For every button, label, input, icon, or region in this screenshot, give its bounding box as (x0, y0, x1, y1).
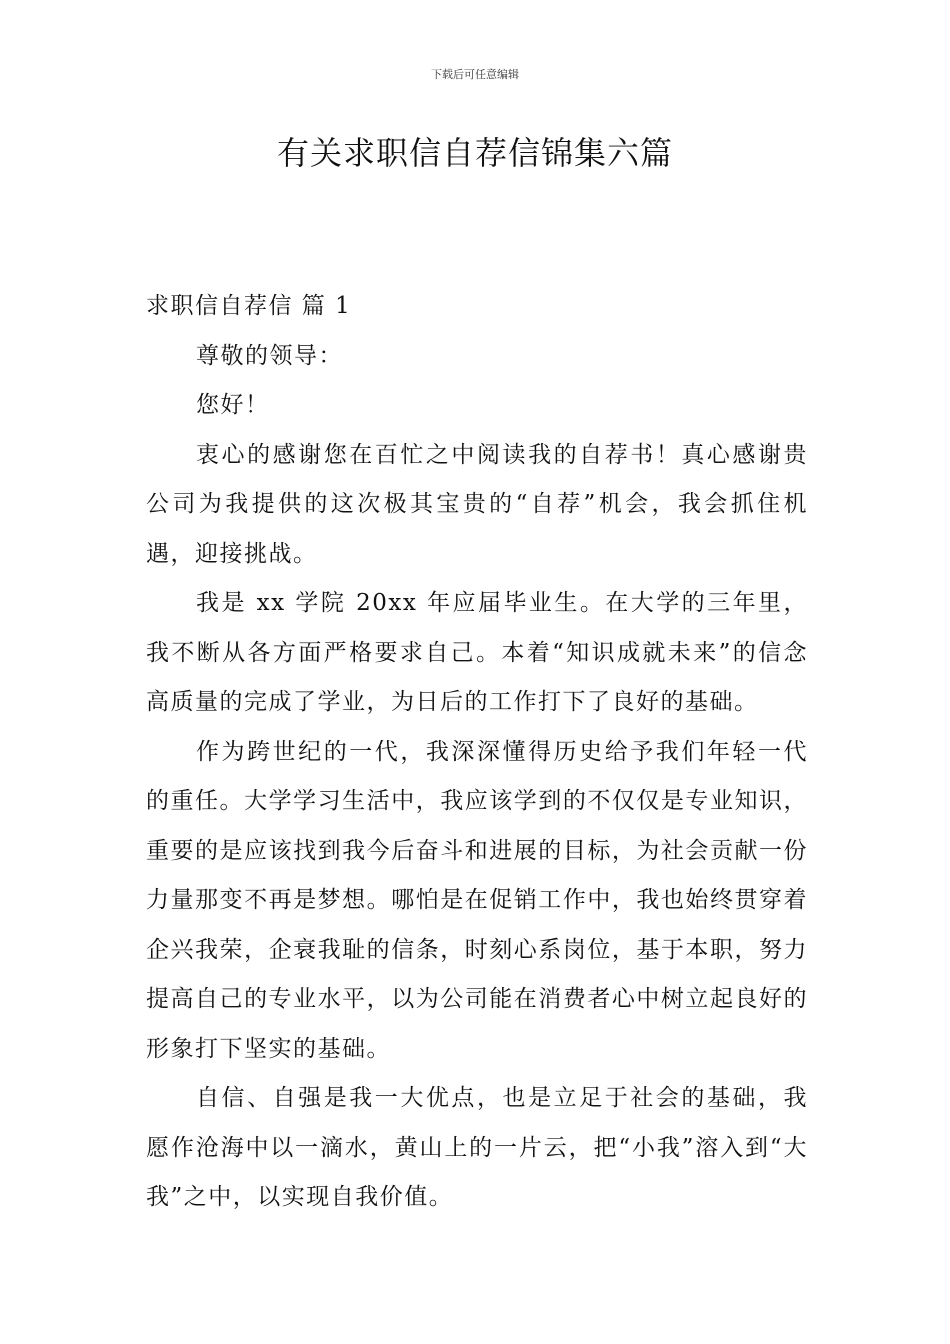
document-body (146, 282, 808, 1223)
body-paragraph: 衷心的感谢您在百忙之中阅读我的自荐书！真心感谢贵公司为我提供的这次极其宝贵的“自荐”机会，我会抓住机遇，迎接挑战。 (146, 441, 808, 567)
body-paragraph: 作为跨世纪的一代，我深深懂得历史给予我们年轻一代的重任。大学学习生活中，我应该学到的不仅仅是专业知识，重要的是应该找到我今后奋斗和进展的目标，为社会贡献一份力量那变不再是梦想。哪怕是在促销工作中，我也始终贯穿着企兴我荣，企衰我耻的信条，时刻心系岗位，基于本职，努力提高自己的专业水平，以为公司能在消费者心中树立起良好的形象打下坚实的基础。 (146, 738, 808, 1062)
greeting: 您好！ (196, 392, 270, 418)
header-note: 下载后可任意编辑 (431, 68, 519, 81)
section-heading: 求职信自荐信 篇 1 (146, 293, 352, 319)
salutation: 尊敬的领导： (196, 342, 343, 369)
body-paragraph: 我是 xx 学院 20xx 年应届毕业生。在大学的三年里，我不断从各方面严格要求自己。本着“知识成就未来”的信念高质量的完成了学业，为日后的工作打下了良好的基础。 (146, 590, 808, 715)
document-title: 有关求职信自荐信锦集六篇 (276, 134, 673, 172)
body-paragraph: 自信、自强是我一大优点，也是立足于社会的基础，我愿作沧海中以一滴水，黄山上的一片云，把“小我”溶入到“大我”之中，以实现自我价值。 (146, 1085, 808, 1210)
